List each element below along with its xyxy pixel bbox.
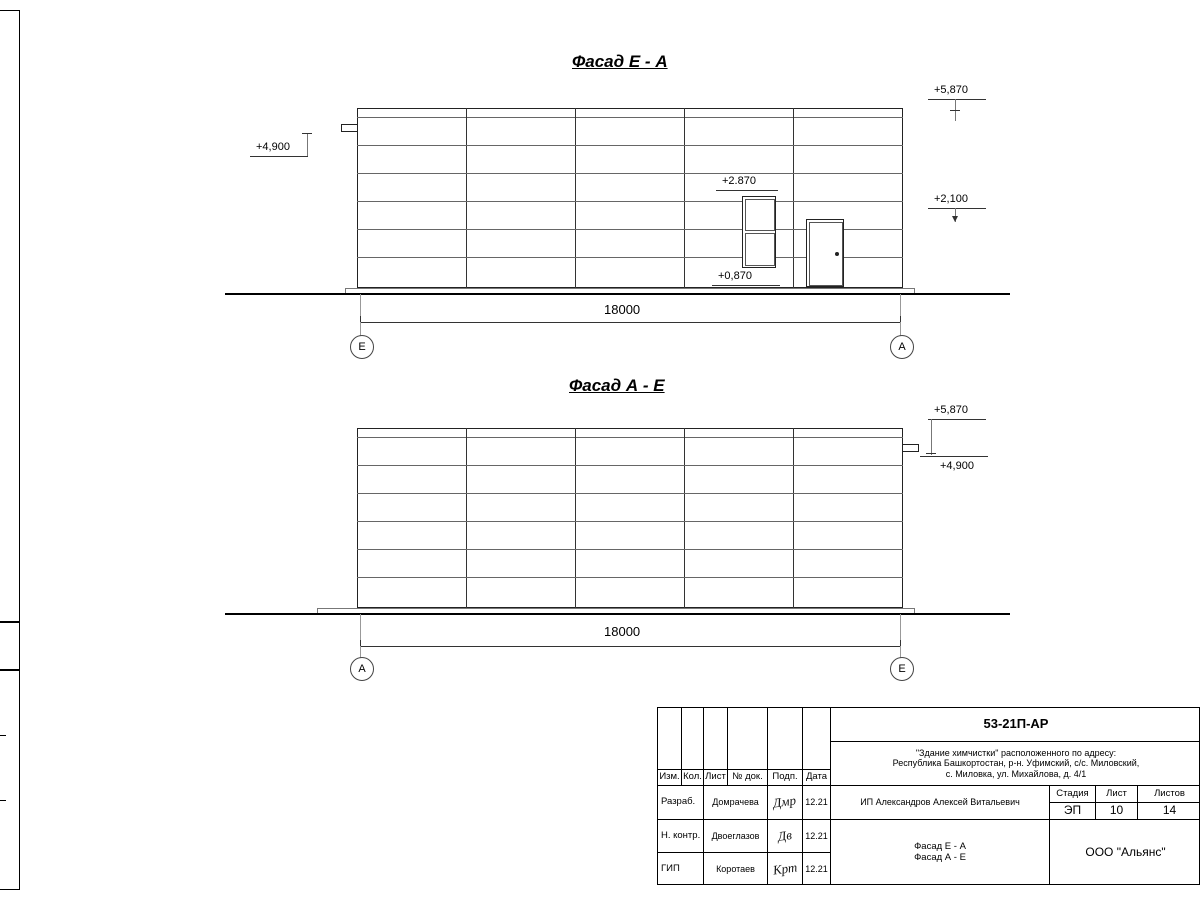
facade-bottom-dim-value: 18000 <box>604 624 641 639</box>
stamp-col-ndok: № док. <box>728 770 768 786</box>
signature-glyph-razrab: Дмр <box>772 792 798 811</box>
facade-bottom-transom-1 <box>357 465 903 466</box>
stamp-col-kol: Кол. <box>682 770 704 786</box>
stamp-sign-razrab <box>768 786 803 820</box>
facade-top-level-4900-line <box>250 156 308 157</box>
facade-bottom-axis-right: Е <box>890 657 914 681</box>
facade-top-level-5870: +5,870 <box>934 84 968 96</box>
stamp-rev-cell-6 <box>803 708 831 770</box>
margin-divider-2 <box>0 800 6 801</box>
facade-bottom-transom-5 <box>357 577 903 578</box>
stamp-lists-value: 14 <box>1138 803 1200 820</box>
stamp-date-razrab: 12.21 <box>803 786 831 820</box>
stamp-col-izm: Изм. <box>658 770 682 786</box>
facade-top-dim-value: 18000 <box>604 302 641 317</box>
facade-bottom-axis-left: А <box>350 657 374 681</box>
margin-fragment-upper <box>0 10 20 622</box>
facade-top-left-stub <box>341 124 358 132</box>
facade-bottom-level-5870-ext <box>931 419 932 455</box>
facade-top-level-4900: +4,900 <box>256 141 290 153</box>
facade-top-level-2100-line <box>928 208 986 209</box>
facade-top-title: Фасад Е - А <box>572 52 668 71</box>
stamp-role-razrab: Разраб. <box>658 786 704 820</box>
stamp-rev-cell-3 <box>704 708 728 770</box>
stamp-rev-cell-5 <box>768 708 803 770</box>
stamp-list-value: 10 <box>1096 803 1138 820</box>
stamp-lists-header: Листов <box>1138 786 1200 803</box>
stamp-object-line2: Республика Башкортостан, р-н. Уфимский, с/с. Миловский, <box>892 758 1140 769</box>
stamp-name-razrab: Домрачева <box>704 786 768 820</box>
facade-top-parapet-line <box>357 117 903 118</box>
facade-top-mullion-1 <box>466 108 467 288</box>
signature-glyph-nkontr: Дв <box>776 826 793 844</box>
facade-bottom-dim-line <box>360 646 901 647</box>
facade-top-door-handle <box>835 252 839 256</box>
facade-bottom-parapet-line <box>357 437 903 438</box>
stamp-stage-header: Стадия <box>1050 786 1096 803</box>
facade-top-mullion-4 <box>793 108 794 288</box>
stamp-role-nkontr: Н. контр. <box>658 820 704 853</box>
facade-top-mullion-2 <box>575 108 576 288</box>
facade-top-level-2870: +2.870 <box>722 175 756 187</box>
facade-top-dim-line <box>360 322 901 323</box>
facade-bottom-transom-2 <box>357 493 903 494</box>
stamp-list-header: Лист <box>1096 786 1138 803</box>
facade-bottom-level-4900: +4,900 <box>940 460 974 472</box>
facade-bottom-ground-line <box>225 613 1010 615</box>
stamp-sheet-title <box>831 820 1050 885</box>
facade-top-window-sash-lower <box>745 233 775 266</box>
facade-bottom-mullion-3 <box>684 428 685 608</box>
facade-bottom-mullion-4 <box>793 428 794 608</box>
stamp-sheet-title-line1: Фасад Е - А <box>914 840 966 852</box>
stamp-role-gip: ГИП <box>658 853 704 885</box>
stamp-object-line3: с. Миловка, ул. Михайлова, д. 4/1 <box>945 768 1087 779</box>
facade-top-transom-2 <box>357 173 903 174</box>
stamp-stage-value: ЭП <box>1050 803 1096 820</box>
margin-divider-1 <box>0 735 6 736</box>
facade-top-transom-1 <box>357 145 903 146</box>
stamp-rev-cell-1 <box>658 708 682 770</box>
facade-top-axis-right: А <box>890 335 914 359</box>
facade-bottom-level-5870: +5,870 <box>934 404 968 416</box>
facade-top-level-2870-line <box>716 190 778 191</box>
facade-bottom-level-5870-tick <box>926 453 936 454</box>
facade-top-level-2100-arrow <box>952 216 958 222</box>
facade-bottom-right-stub <box>902 444 919 452</box>
facade-bottom-transom-4 <box>357 549 903 550</box>
title-block <box>657 707 1200 885</box>
signature-glyph-gip: Крт <box>771 858 798 878</box>
facade-top-mullion-3 <box>684 108 685 288</box>
facade-top-transom-3 <box>357 201 903 202</box>
stamp-rev-cell-2 <box>682 708 704 770</box>
margin-fragment-lower <box>0 622 20 670</box>
stamp-object-line1: "Здание химчистки" расположенного по адресу: <box>915 747 1117 758</box>
stamp-sign-nkontr <box>768 820 803 853</box>
stamp-name-gip: Коротаев <box>704 853 768 885</box>
facade-top-axis-left: Е <box>350 335 374 359</box>
facade-bottom-transom-3 <box>357 521 903 522</box>
facade-top-level-0870-line <box>712 285 780 286</box>
facade-top-window-sash-upper <box>745 199 775 231</box>
facade-bottom-title: Фасад А - Е <box>569 376 665 395</box>
stamp-customer: ИП Александров Алексей Витальевич <box>831 786 1050 820</box>
stamp-sign-gip <box>768 853 803 885</box>
stamp-object-description <box>831 742 1200 786</box>
facade-bottom-mullion-2 <box>575 428 576 608</box>
stamp-col-data: Дата <box>803 770 831 786</box>
stamp-date-nkontr: 12.21 <box>803 820 831 853</box>
facade-bottom-level-5870-line <box>928 419 986 420</box>
facade-top-level-4900-tick <box>302 133 312 134</box>
stamp-name-nkontr: Двоеглазов <box>704 820 768 853</box>
facade-top-level-4900-ext <box>307 133 308 156</box>
stamp-sheet-title-line2: Фасад А - Е <box>914 851 966 863</box>
stamp-col-list: Лист <box>704 770 728 786</box>
facade-top-ground-line <box>225 293 1010 295</box>
facade-bottom-body <box>357 428 903 608</box>
stamp-sheet-number: 53-21П-АР <box>831 708 1200 742</box>
stamp-date-gip: 12.21 <box>803 853 831 885</box>
facade-bottom-level-4900-line <box>920 456 988 457</box>
margin-fragment-bottom <box>0 670 20 890</box>
facade-top-level-2100: +2,100 <box>934 193 968 205</box>
facade-bottom-mullion-1 <box>466 428 467 608</box>
facade-top-level-0870: +0,870 <box>718 270 752 282</box>
facade-top-level-5870-line <box>928 99 986 100</box>
facade-top-level-5870-tick <box>950 110 960 111</box>
stamp-rev-cell-4 <box>728 708 768 770</box>
stamp-company: ООО "Альянс" <box>1085 844 1166 859</box>
stamp-col-podp: Подп. <box>768 770 803 786</box>
